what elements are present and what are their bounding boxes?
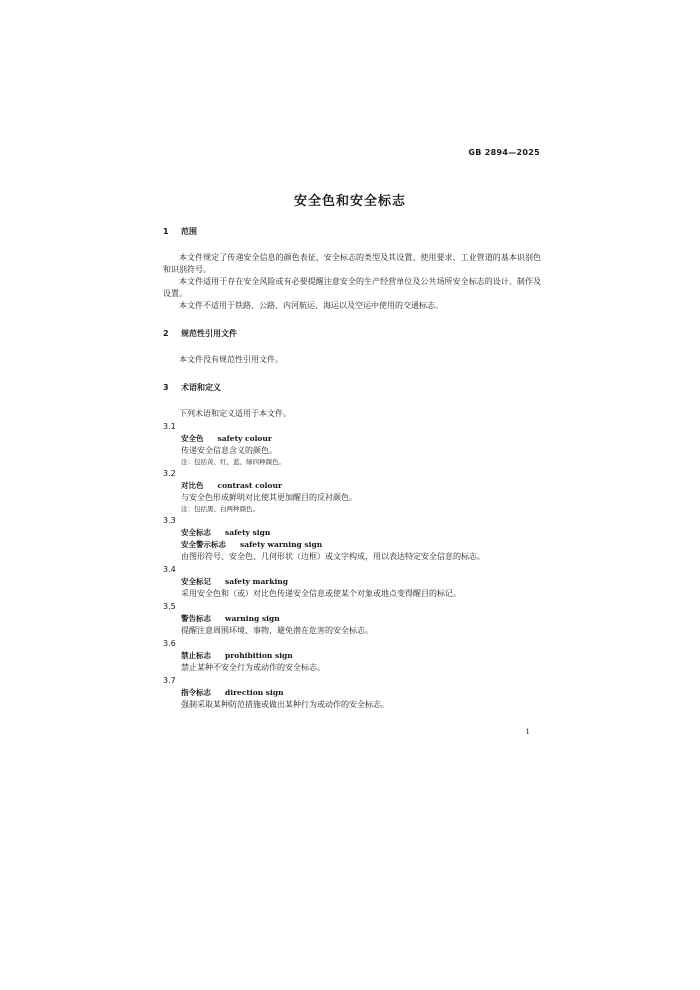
term-title <box>181 687 541 699</box>
section-number: 2 <box>163 329 169 338</box>
term-title-alt <box>181 539 541 551</box>
term-title <box>181 433 541 445</box>
paragraph: 本文件没有规范性引用文件。 <box>179 355 283 364</box>
term-title <box>181 576 541 588</box>
term-entry <box>163 433 541 467</box>
term-definition: 提醒注意周围环境、事物，避免潜在危害的安全标志。 <box>181 626 373 635</box>
section-heading-scope <box>163 226 541 238</box>
term-en: warning sign <box>225 614 280 623</box>
document-title: 安全色和安全标志 <box>293 194 406 209</box>
section-heading-normative <box>163 328 541 340</box>
term-zh: 指令标志 <box>181 688 211 697</box>
paragraph: 本文件适用于存在安全风险或有必要提醒注意安全的生产经营单位及公共场所安全标志的设计、制作及设置。 <box>163 277 541 298</box>
term-entry <box>163 650 541 674</box>
term-definition: 采用安全色和（或）对比色传递安全信息或使某个对象或地点变得醒目的标记。 <box>181 589 461 598</box>
term-number: 3.4 <box>163 565 176 574</box>
document-body <box>163 226 541 711</box>
term-zh: 安全警示标志 <box>181 540 226 549</box>
term-definition: 传递安全信息含义的颜色。 <box>181 446 277 455</box>
term-en: safety sign <box>225 528 271 537</box>
paragraph: 本文件规定了传递安全信息的颜色表征、安全标志的类型及其设置、使用要求、工业管道的基本识别色和识别符号。 <box>163 253 541 274</box>
term-entry <box>163 687 541 711</box>
term-en: direction sign <box>225 688 284 697</box>
term-definition: 由图形符号、安全色、几何形状（边框）或文字构成，用以表达特定安全信息的标志。 <box>181 552 485 561</box>
term-entry <box>163 576 541 600</box>
term-title <box>181 613 541 625</box>
term-zh: 禁止标志 <box>181 651 211 660</box>
paragraph: 本文件不适用于铁路、公路、内河航运、海运以及空运中使用的交通标志。 <box>179 301 443 310</box>
term-definition: 强制采取某种防范措施或做出某种行为或动作的安全标志。 <box>181 700 389 709</box>
term-definition: 与安全色形成鲜明对比使其更加醒目的反衬颜色。 <box>181 493 357 502</box>
term-note: 注：包括黑、白两种颜色。 <box>181 505 259 513</box>
term-en: safety warning sign <box>240 540 323 549</box>
term-zh: 安全标志 <box>181 528 211 537</box>
term-entry <box>163 613 541 637</box>
page-number: 1 <box>525 728 530 736</box>
term-number: 3.2 <box>163 469 176 478</box>
term-title <box>181 480 541 492</box>
term-definition: 禁止某种不安全行为或动作的安全标志。 <box>181 663 325 672</box>
term-en: prohibition sign <box>225 651 293 660</box>
term-entry <box>163 480 541 514</box>
section-heading-terms <box>163 382 541 394</box>
term-en: safety colour <box>217 434 272 443</box>
term-title <box>181 650 541 662</box>
term-title <box>181 527 541 539</box>
term-en: safety marking <box>225 577 289 586</box>
section-number: 3 <box>163 383 169 392</box>
term-zh: 安全标记 <box>181 577 211 586</box>
section-number: 1 <box>163 227 169 236</box>
term-number: 3.1 <box>163 422 176 431</box>
term-number: 3.5 <box>163 602 176 611</box>
section-title: 术语和定义 <box>181 383 221 392</box>
paragraph: 下列术语和定义适用于本文件。 <box>179 409 291 418</box>
term-entry <box>163 527 541 563</box>
term-number: 3.3 <box>163 516 176 525</box>
section-title: 范围 <box>181 227 197 236</box>
term-zh: 对比色 <box>181 481 204 490</box>
standard-code: GB 2894—2025 <box>468 148 540 157</box>
term-en: contrast colour <box>217 481 282 490</box>
section-title: 规范性引用文件 <box>181 329 237 338</box>
term-zh: 安全色 <box>181 434 204 443</box>
term-number: 3.6 <box>163 639 176 648</box>
term-note: 注：包括黄、红、蓝、绿四种颜色。 <box>181 458 285 466</box>
term-number: 3.7 <box>163 676 176 685</box>
term-zh: 警告标志 <box>181 614 211 623</box>
